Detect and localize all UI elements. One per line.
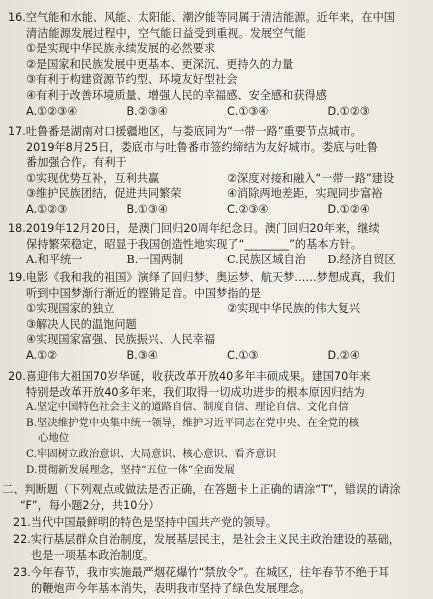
- statement-row: [8, 301, 428, 317]
- option-c: C.①③④: [227, 104, 269, 118]
- statement-item: ④有利于改善环境质量、增强人民的幸福感、安全感和获得感: [26, 88, 327, 102]
- option-c: C.②③④: [227, 202, 269, 216]
- option-b: B.一国两制: [126, 253, 184, 267]
- statement-item: ③解决人民的温饱问题: [26, 317, 137, 331]
- statement-item: ①实现国家的独立: [26, 302, 115, 316]
- question-19: [8, 270, 428, 364]
- question-22: [13, 532, 433, 563]
- option-a: A.①②: [26, 348, 58, 362]
- option-a: A.①②③: [26, 202, 68, 216]
- option-c: C.①③: [227, 348, 259, 362]
- question-17: [8, 124, 428, 218]
- option-a: A.和平统一: [26, 253, 83, 267]
- answer-options: [8, 252, 428, 268]
- question-text: 的鞭炮声今年基本消失，表明我市坚持了绿色发展理念。: [31, 581, 311, 595]
- option-b-continued: 心地位: [38, 432, 70, 445]
- statement-item: ①实现优势互补，互利共赢: [26, 171, 160, 185]
- statement-item: ②是国家和民族发展中更基本、更深沉、更持久的力量: [26, 57, 294, 71]
- question-text: 保持繁荣稳定，昭显于我国创造性地实现了“________”的基本方针。: [26, 237, 363, 251]
- option-a: A.①②③④: [26, 104, 78, 118]
- question-text: 20.喜迎伟大祖国70岁华诞，收获改革开放40多年丰硕成果。建国70年来: [8, 370, 371, 383]
- option-b: B.坚决维护党中央集中统一领导，维护习近平同志在党中央、在全党的核: [26, 416, 360, 429]
- option-c: C.牢固树立政治意识、大局意识、核心意识、看齐意识: [26, 447, 276, 460]
- question-text: 番加强合作，有利于: [26, 156, 127, 170]
- option-a: A.坚定中国特色社会主义的道路自信、制度自信、理论自信、文化自信: [26, 401, 349, 414]
- statement-item: ②实现中华民族的伟大复兴: [227, 302, 361, 316]
- question-text: 17.吐鲁番是湖南对口援疆地区，与娄底同为“一带一路”重要节点城市。: [8, 125, 362, 138]
- question-21: [13, 515, 433, 531]
- option-d: D.经济自贸区: [327, 253, 396, 267]
- statement-item: ③维护民族团结，促进共同繁荣: [26, 187, 182, 201]
- statement-item: ③有利于构建资源节约型、环境友好型社会: [26, 73, 238, 87]
- option-b: B.③④: [126, 348, 158, 362]
- statement-row: [8, 186, 428, 202]
- question-text: 也是一项基本政治制度。: [31, 548, 155, 562]
- answer-options: [8, 104, 428, 120]
- statement-item: ①是实现中华民族永续发展的必然要求: [26, 42, 216, 56]
- question-text: 21.当代中国最鲜明的特色是坚持中国共产党的领导。: [13, 516, 277, 529]
- section-2-heading: [2, 482, 428, 513]
- option-d: D.②④: [327, 348, 360, 362]
- question-text: 16.空气能和水能、风能、太阳能、潮汐能等同属于清洁能源。近年来，在中国: [8, 11, 395, 24]
- answer-options: [8, 202, 428, 218]
- option-b: B.①③④: [126, 202, 168, 216]
- section-title: 二、判断题（下列观点或做法是否正确，在答题卡上正确的请涂“T”，错误的请涂: [2, 483, 401, 496]
- question-text: 19.电影《我和我的祖国》演绎了回归梦、奥运梦、航天梦……梦想成真，我们: [8, 271, 395, 284]
- question-text: 听到中国梦渐行渐近的铿锵足音。中国梦指的是: [26, 286, 261, 300]
- question-20: [8, 369, 428, 478]
- question-text: 22.实行基层群众自治制度，发展基层民主，是社会主义民主政治建设的基础，: [13, 533, 400, 546]
- section-subtitle: “F”，每小题2分，共10分）: [20, 498, 160, 512]
- question-text: 特别是改革开放40多年来，我们取得一切成功进步的根本原因归结为: [26, 385, 365, 399]
- question-text: 18.2019年12月20日，是澳门回归20周年纪念日。澳门回归20年来，继续: [8, 222, 380, 235]
- statement-item: ④消除两地差距，实现同步富裕: [227, 187, 383, 201]
- question-text: 清洁能源发展过程中，空气能日益受到重视。发展空气能: [26, 26, 306, 40]
- option-d: D.①②③: [327, 104, 370, 118]
- option-b: B.②③④: [126, 104, 168, 118]
- option-d: D.①②④: [327, 202, 370, 216]
- question-16: [8, 10, 428, 119]
- statement-item: ④实现国家富强、民族振兴、人民幸福: [26, 333, 216, 347]
- statement-row: [8, 171, 428, 187]
- option-c: C.民族区域自治: [227, 253, 306, 267]
- statement-item: ②深度对接和融入“一带一路”建设: [227, 171, 395, 185]
- question-18: [8, 221, 428, 268]
- question-23: [13, 565, 433, 596]
- question-text: 2019年8月25日，娄底市与吐鲁番市签约缔结为友好城市。娄底与吐鲁: [26, 140, 378, 154]
- option-d: D.贯彻新发展理念，坚持“五位一体”全面发展: [26, 463, 235, 476]
- answer-options: [8, 348, 428, 364]
- question-text: 23.今年春节，我市实施最严烟花爆竹“禁放令”。在城区，往年春节不绝于耳: [13, 566, 390, 579]
